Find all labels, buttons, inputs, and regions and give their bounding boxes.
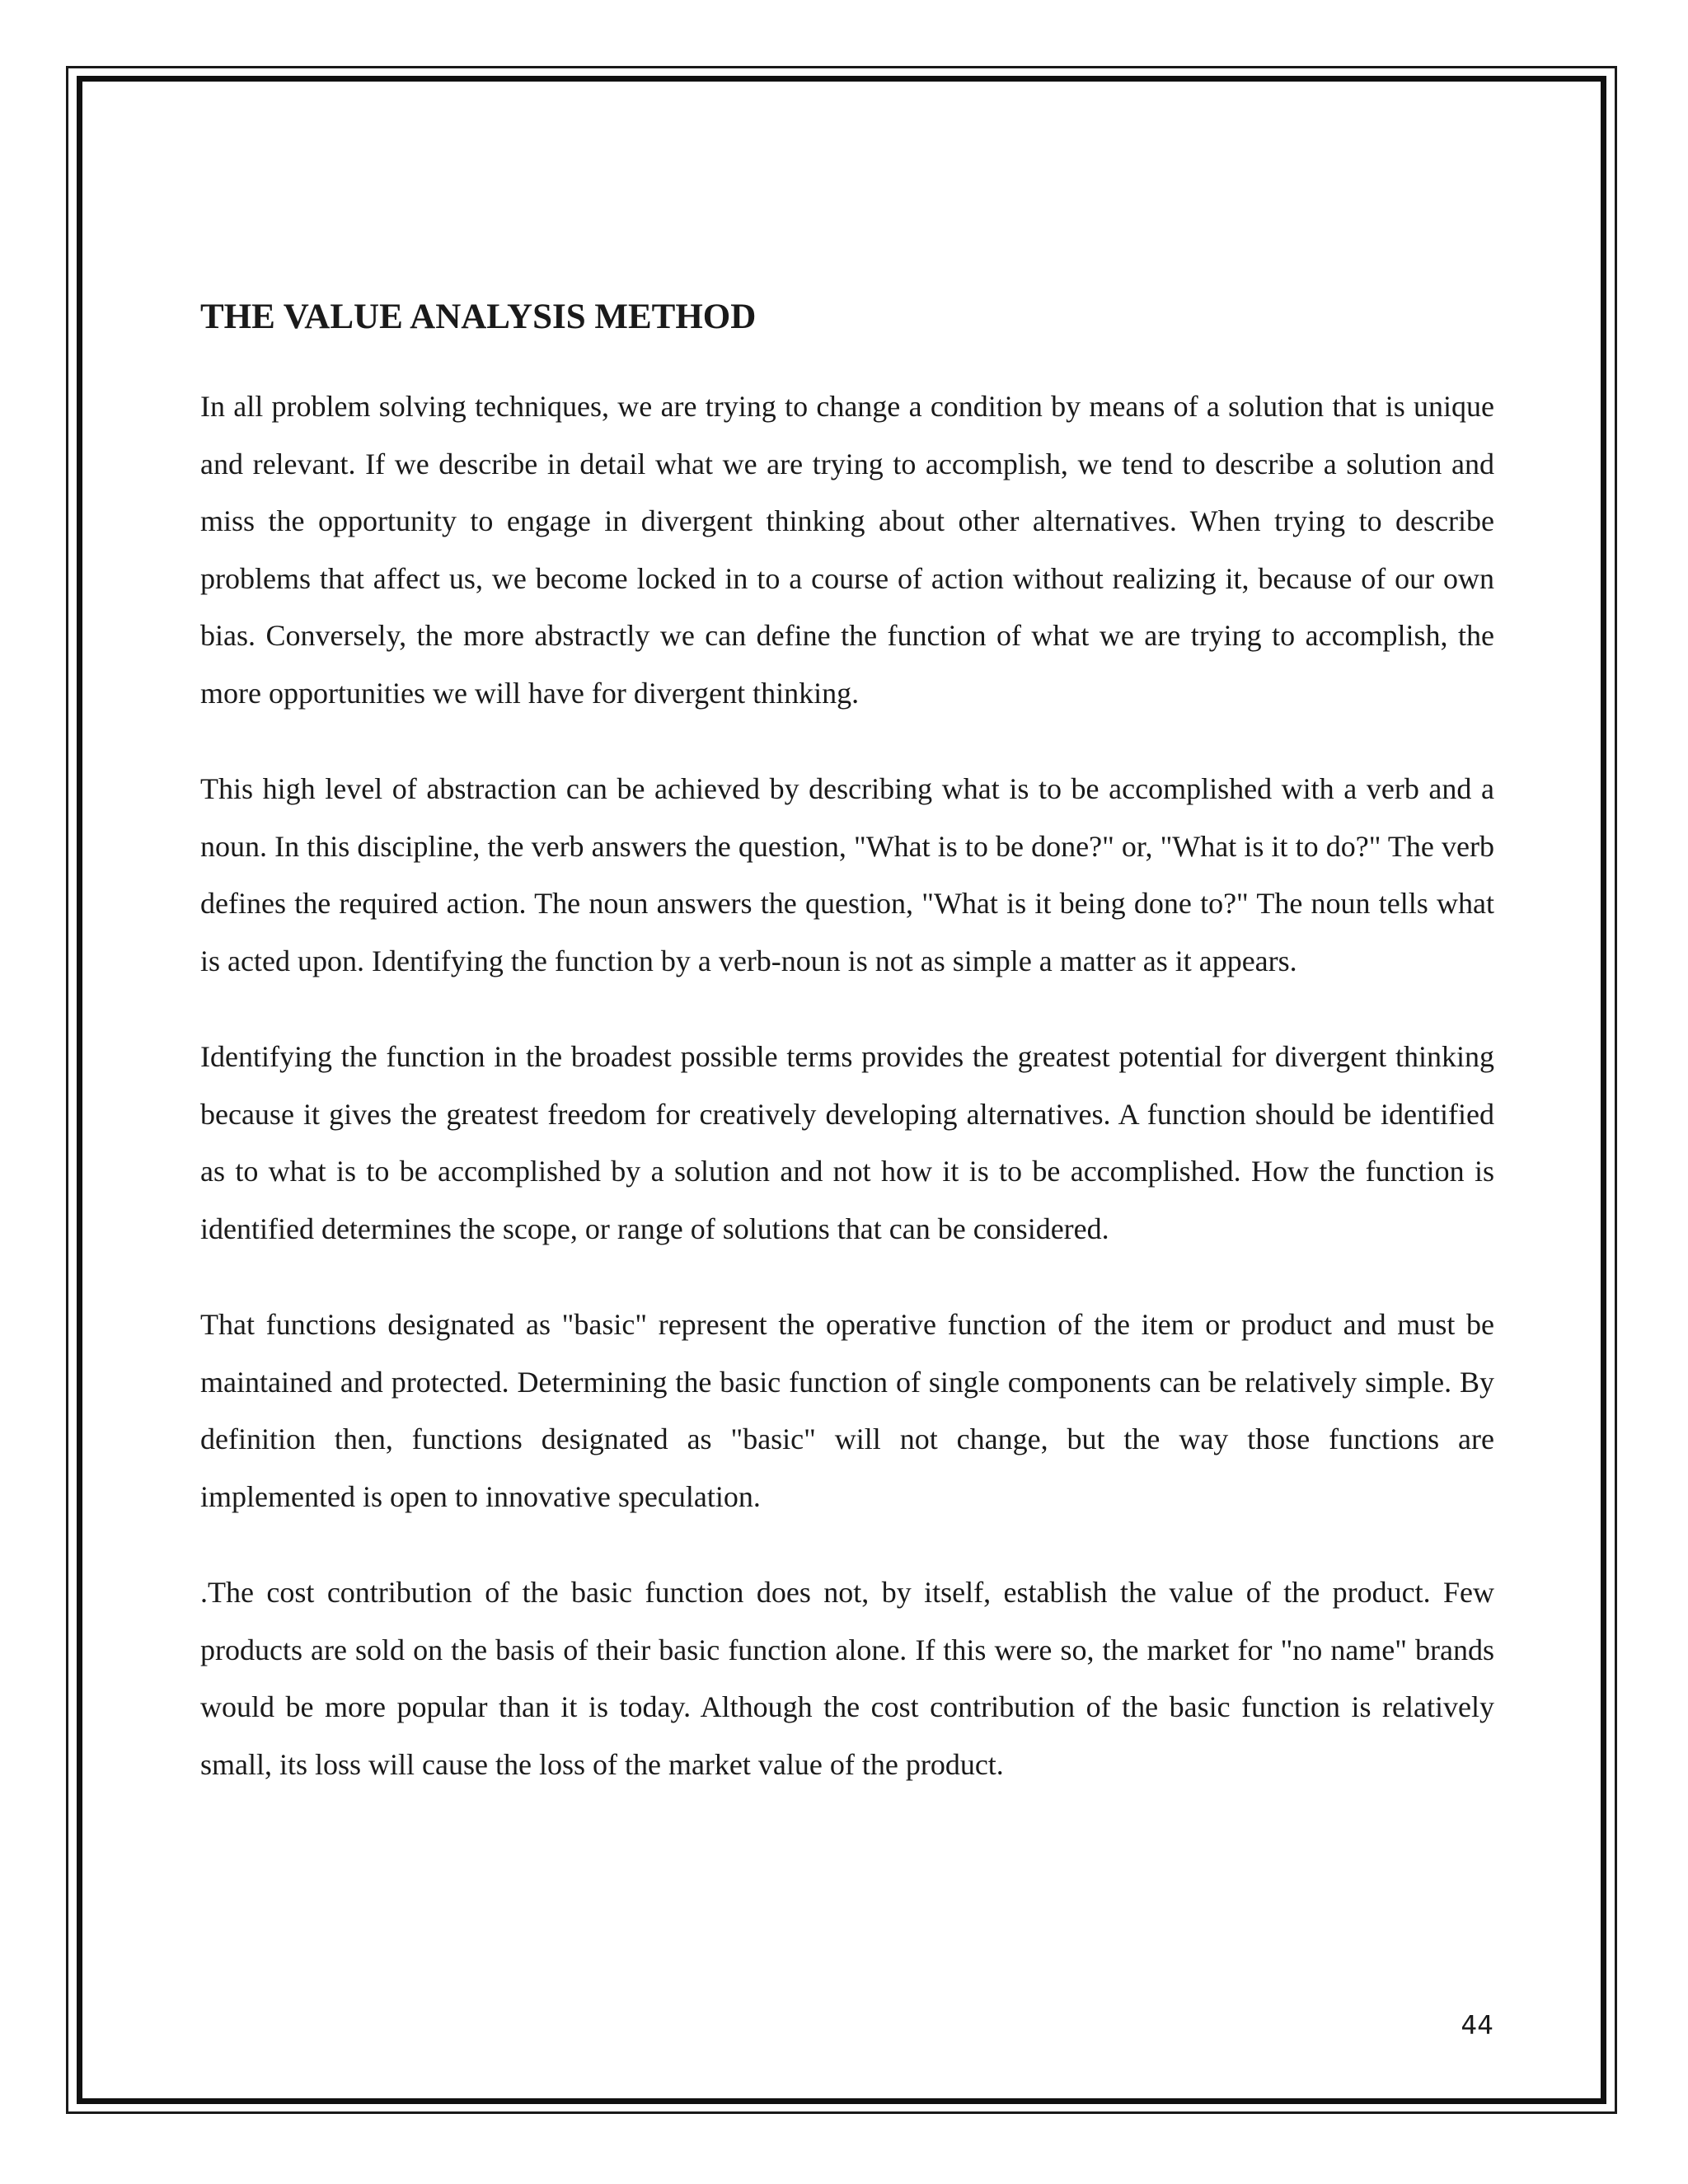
paragraph-5: .The cost contribution of the basic function does not, by itself, establish the value of the product. Few products are sold on the basis of their basic function alone. If this were so, the market for "no name" brands would be more popular than it is today. Although the cost contribution of the basic function is relatively small, its loss will cause the loss of the market value of the product. bbox=[200, 1576, 1494, 1781]
document-title: THE VALUE ANALYSIS METHOD bbox=[200, 298, 757, 336]
page-number: 44 bbox=[1461, 2011, 1493, 2041]
paragraph-2: This high level of abstraction can be achieved by describing what is to be accomplished with a verb and a noun. In this discipline, the verb answers the question, "What is to be done?" or, "What is it to do?" The verb defines the required action. The noun answers the question, "What is it being done to?" The noun tells what is acted upon. Identifying the function by a verb-noun is not as simple a matter as it appears. bbox=[200, 772, 1494, 977]
paragraph-1: In all problem solving techniques, we are trying to change a condition by means of a solution that is unique and relevant. If we describe in detail what we are trying to accomplish, we tend to describe a solution and miss the opportunity to engage in divergent thinking about other alternatives. When trying to describe problems that affect us, we become locked in to a course of action without realizing it, because of our own bias. Conversely, the more abstractly we can define the function of what we are trying to accomplish, the more opportunities we will have for divergent thinking. bbox=[200, 390, 1494, 710]
paragraph-3: Identifying the function in the broadest possible terms provides the greatest potential for divergent thinking because it gives the greatest freedom for creatively developing alternatives. A function should be identified as to what is to be accomplished by a solution and not how it is to be accomplished. How the function is identified determines the scope, or range of solutions that can be considered. bbox=[200, 1040, 1494, 1245]
paragraph-4: That functions designated as "basic" represent the operative function of the item or product and must be maintained and protected. Determining the basic function of single components can be relatively simple. By definition then, functions designated as "basic" will not change, but the way those functions are implemented is open to innovative speculation. bbox=[200, 1308, 1494, 1513]
document-body bbox=[200, 293, 1494, 1832]
